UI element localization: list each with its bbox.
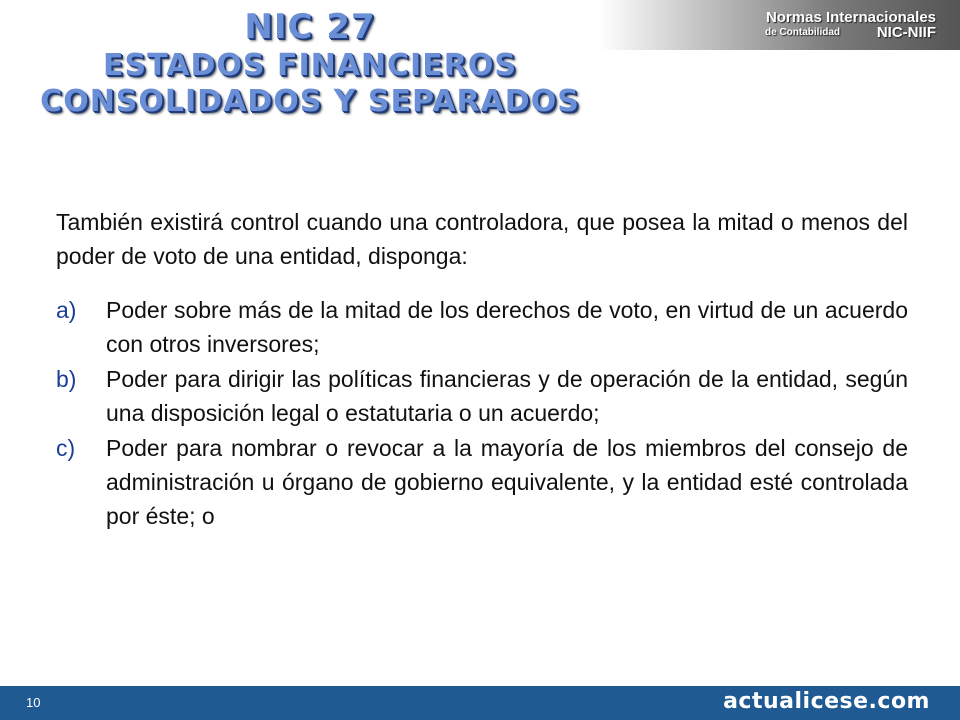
- list-item-text: Poder para dirigir las políticas financieras y de operación de la entidad, según una disposición legal o estatutaria o un acuerdo;: [106, 366, 908, 426]
- slide-content: [56, 205, 908, 534]
- list-marker: b): [56, 366, 77, 392]
- intro-paragraph: También existirá control cuando una controladora, que posea la mitad o menos del poder de voto de una entidad, disponga:: [56, 209, 908, 269]
- brand-logo: actualicese.com: [723, 689, 930, 714]
- list-marker: c): [56, 435, 76, 461]
- list-item: [56, 362, 908, 430]
- list-item: [56, 293, 908, 361]
- slide-title: [0, 6, 620, 120]
- list-item: [56, 431, 908, 533]
- list-item-text: Poder sobre más de la mitad de los derechos de voto, en virtud de un acuerdo con otros inversores;: [106, 297, 908, 357]
- title-line-3: CONSOLIDADOS Y SEPARADOS: [40, 84, 580, 119]
- footer-bar: [0, 686, 960, 720]
- title-line-2: ESTADOS FINANCIEROS: [103, 48, 517, 83]
- logo-line-2-small: de Contabilidad: [765, 27, 840, 38]
- title-line-1: NIC 27: [244, 7, 376, 47]
- list-item-text: Poder para nombrar o revocar a la mayoría de los miembros del consejo de administración u órgano de gobierno equivalente, y la entidad esté controlada por éste; o: [106, 435, 908, 529]
- logo-line-2-big: NIC-NIIF: [876, 24, 936, 41]
- list-marker: a): [56, 297, 77, 323]
- nic-niif-logo: [600, 0, 960, 50]
- conditions-list: [56, 293, 908, 533]
- page-number: 10: [26, 695, 41, 710]
- logo-line-1: Normas Internacionales: [765, 9, 936, 26]
